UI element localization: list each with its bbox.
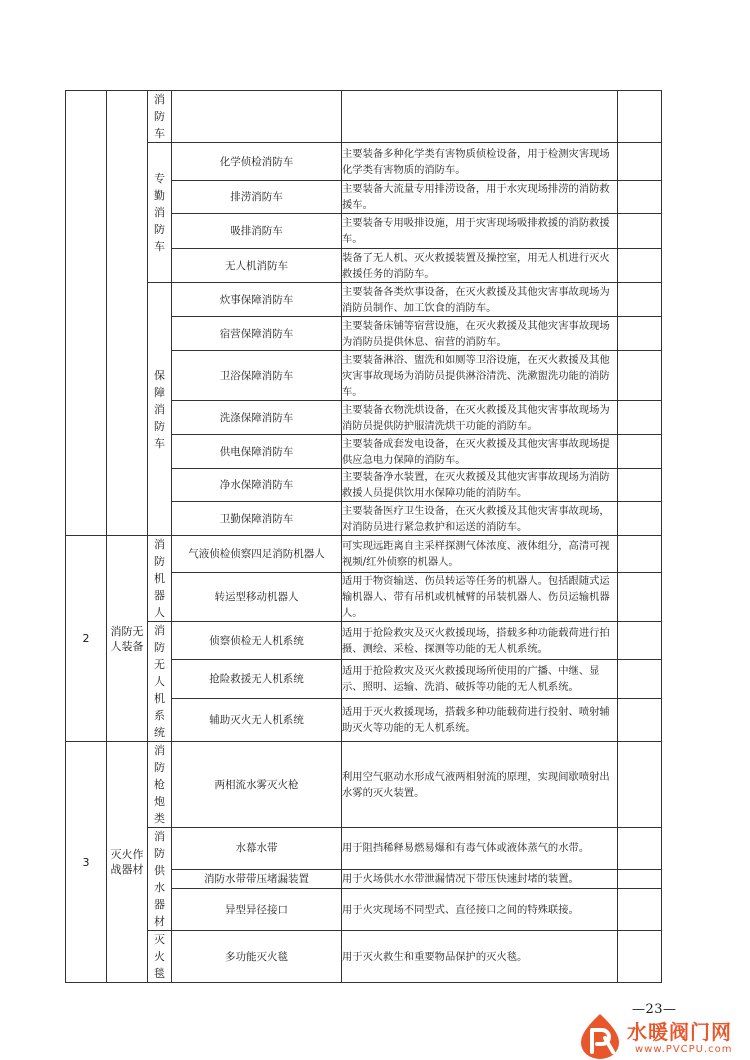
remarks-cell bbox=[618, 91, 662, 143]
category-cell: 灭火作战器材 bbox=[107, 742, 148, 983]
category-cell bbox=[107, 91, 148, 536]
subcategory-cell: 消防无人机系统 bbox=[148, 622, 172, 742]
equipment-name-cell: 转运型移动机器人 bbox=[172, 573, 342, 622]
remarks-cell bbox=[618, 889, 662, 931]
remarks-cell bbox=[618, 214, 662, 249]
table-row bbox=[66, 742, 662, 828]
table-row bbox=[66, 143, 662, 181]
equipment-name-cell: 卫勤保障消防车 bbox=[172, 502, 342, 536]
equipment-name-cell: 化学侦检消防车 bbox=[172, 143, 342, 181]
subcategory-cell: 专勤消防车 bbox=[148, 143, 172, 283]
remarks-cell bbox=[618, 283, 662, 317]
remarks-cell bbox=[618, 435, 662, 469]
remarks-cell bbox=[618, 931, 662, 983]
remarks-cell bbox=[618, 573, 662, 622]
equipment-name-cell: 消防水带带压堵漏装置 bbox=[172, 869, 342, 889]
subcategory-cell: 保障消防车 bbox=[148, 283, 172, 536]
table-row bbox=[66, 536, 662, 573]
equipment-description-cell: 用于灭火救生和重要物品保护的灭火毯。 bbox=[342, 931, 618, 983]
table-row bbox=[66, 931, 662, 983]
row-number-cell bbox=[66, 91, 107, 536]
equipment-description-cell: 适用于物资输送、伤员转运等任务的机器人。包括跟随式运输机器人、带有吊机或机械臂的吊装机器人、伤员运输机器人。 bbox=[342, 573, 618, 622]
equipment-name-cell: 卫浴保障消防车 bbox=[172, 351, 342, 401]
equipment-description-cell bbox=[342, 91, 618, 143]
equipment-description-cell: 装备了无人机、灭火救援装置及操控室，用无人机进行灭火救援任务的消防车。 bbox=[342, 249, 618, 283]
equipment-name-cell: 抢险救援无人机系统 bbox=[172, 660, 342, 699]
subcategory-cell: 灭火毯 bbox=[148, 931, 172, 983]
equipment-name-cell: 无人机消防车 bbox=[172, 249, 342, 283]
equipment-name-cell: 气液侦检侦察四足消防机器人 bbox=[172, 536, 342, 573]
watermark bbox=[575, 1012, 745, 1060]
remarks-cell bbox=[618, 181, 662, 214]
equipment-description-cell: 主要装备大流量专用排涝设备，用于水灾现场排涝的消防救援车。 bbox=[342, 181, 618, 214]
remarks-cell bbox=[618, 502, 662, 536]
remarks-cell bbox=[618, 660, 662, 699]
subcategory-cell: 消防枪炮类 bbox=[148, 742, 172, 828]
subcategory-cell: 消防车 bbox=[148, 91, 172, 143]
subcategory-cell: 消防机器人 bbox=[148, 536, 172, 622]
equipment-name-cell: 供电保障消防车 bbox=[172, 435, 342, 469]
equipment-name-cell: 多功能灭火毯 bbox=[172, 931, 342, 983]
watermark-logo-icon bbox=[575, 1012, 625, 1060]
table-row bbox=[66, 622, 662, 660]
equipment-description-cell: 适用于灭火救援现场，搭载多种功能载荷进行投射、喷射辅助灭火等功能的无人机系统。 bbox=[342, 699, 618, 742]
equipment-description-cell: 主要装备医疗卫生设备，在灭火救援及其他灾害事故现场，对消防员进行紧急救护和运送的消防车。 bbox=[342, 502, 618, 536]
remarks-cell bbox=[618, 469, 662, 502]
watermark-url: www.PVCPU.com bbox=[635, 1044, 733, 1055]
equipment-name-cell: 净水保障消防车 bbox=[172, 469, 342, 502]
equipment-description-cell: 用于阻挡稀释易燃易爆和有毒气体或液体蒸气的水带。 bbox=[342, 828, 618, 870]
equipment-description-cell: 主要装备净水装置，在灭火救援及其他灾害事故现场为消防救援人员提供饮用水保障功能的消防车。 bbox=[342, 469, 618, 502]
equipment-description-cell: 适用于抢险救灾及灭火救援现场所使用的广播、中继、显示、照明、运输、洗消、破拆等功能的无人机系统。 bbox=[342, 660, 618, 699]
remarks-cell bbox=[618, 742, 662, 828]
table-row bbox=[66, 828, 662, 870]
remarks-cell bbox=[618, 536, 662, 573]
table-row bbox=[66, 283, 662, 317]
equipment-name-cell: 两相流水雾灭火枪 bbox=[172, 742, 342, 828]
equipment-description-cell: 主要装备床铺等宿营设施，在灭火救援及其他灾害事故现场为消防员提供休息、宿营的消防车。 bbox=[342, 317, 618, 351]
row-number-cell: 2 bbox=[66, 536, 107, 742]
equipment-description-cell: 适用于抢险救灾及灭火救援现场，搭载多种功能载荷进行拍摄、测绘、采检、探测等功能的无人机系统。 bbox=[342, 622, 618, 660]
equipment-description-cell: 主要装备专用吸排设施，用于灾害现场吸排救援的消防救援车。 bbox=[342, 214, 618, 249]
equipment-name-cell: 异型异径接口 bbox=[172, 889, 342, 931]
equipment-table bbox=[65, 90, 662, 983]
equipment-description-cell: 主要装备衣物洗烘设备，在灭火救援及其他灾害事故现场为消防员提供防护服清洗烘干功能的消防车。 bbox=[342, 401, 618, 435]
equipment-name-cell: 水幕水带 bbox=[172, 828, 342, 870]
page-number: —23— bbox=[632, 1002, 677, 1017]
remarks-cell bbox=[618, 401, 662, 435]
equipment-description-cell: 用于火灾现场不同型式、直径接口之间的特殊联接。 bbox=[342, 889, 618, 931]
equipment-description-cell: 主要装备各类炊事设备，在灭火救援及其他灾害事故现场为消防员制作、加工饮食的消防车。 bbox=[342, 283, 618, 317]
row-number-cell: 3 bbox=[66, 742, 107, 983]
equipment-name-cell: 吸排消防车 bbox=[172, 214, 342, 249]
equipment-description-cell: 主要装备多种化学类有害物质侦检设备，用于检测灾害现场化学类有害物质的消防车。 bbox=[342, 143, 618, 181]
equipment-name-cell bbox=[172, 91, 342, 143]
equipment-name-cell: 辅助灭火无人机系统 bbox=[172, 699, 342, 742]
equipment-description-cell: 利用空气驱动水形成气液两相射流的原理，实现间歇喷射出水雾的灭火装置。 bbox=[342, 742, 618, 828]
equipment-description-cell: 主要装备淋浴、盥洗和如厕等卫浴设施，在灭火救援及其他灾害事故现场为消防员提供淋浴清洗、洗漱盥洗功能的消防车。 bbox=[342, 351, 618, 401]
remarks-cell bbox=[618, 869, 662, 889]
subcategory-cell: 消防供水器材 bbox=[148, 828, 172, 931]
remarks-cell bbox=[618, 828, 662, 870]
equipment-name-cell: 洗涤保障消防车 bbox=[172, 401, 342, 435]
remarks-cell bbox=[618, 699, 662, 742]
remarks-cell bbox=[618, 249, 662, 283]
equipment-name-cell: 炊事保障消防车 bbox=[172, 283, 342, 317]
table-row bbox=[66, 91, 662, 143]
remarks-cell bbox=[618, 143, 662, 181]
remarks-cell bbox=[618, 351, 662, 401]
equipment-name-cell: 排涝消防车 bbox=[172, 181, 342, 214]
equipment-description-cell: 用于火场供水水带泄漏情况下带压快速封堵的装置。 bbox=[342, 869, 618, 889]
remarks-cell bbox=[618, 317, 662, 351]
equipment-name-cell: 宿营保障消防车 bbox=[172, 317, 342, 351]
category-cell: 消防无人装备 bbox=[107, 536, 148, 742]
equipment-description-cell: 主要装备成套发电设备，在灭火救援及其他灾害事故现场提供应急电力保障的消防车。 bbox=[342, 435, 618, 469]
remarks-cell bbox=[618, 622, 662, 660]
equipment-name-cell: 侦察侦检无人机系统 bbox=[172, 622, 342, 660]
watermark-name: 水暖阀门网 bbox=[627, 1020, 732, 1044]
equipment-description-cell: 可实现远距离自主采样探测气体浓度、液体组分，高清可视视频/红外侦察的机器人。 bbox=[342, 536, 618, 573]
